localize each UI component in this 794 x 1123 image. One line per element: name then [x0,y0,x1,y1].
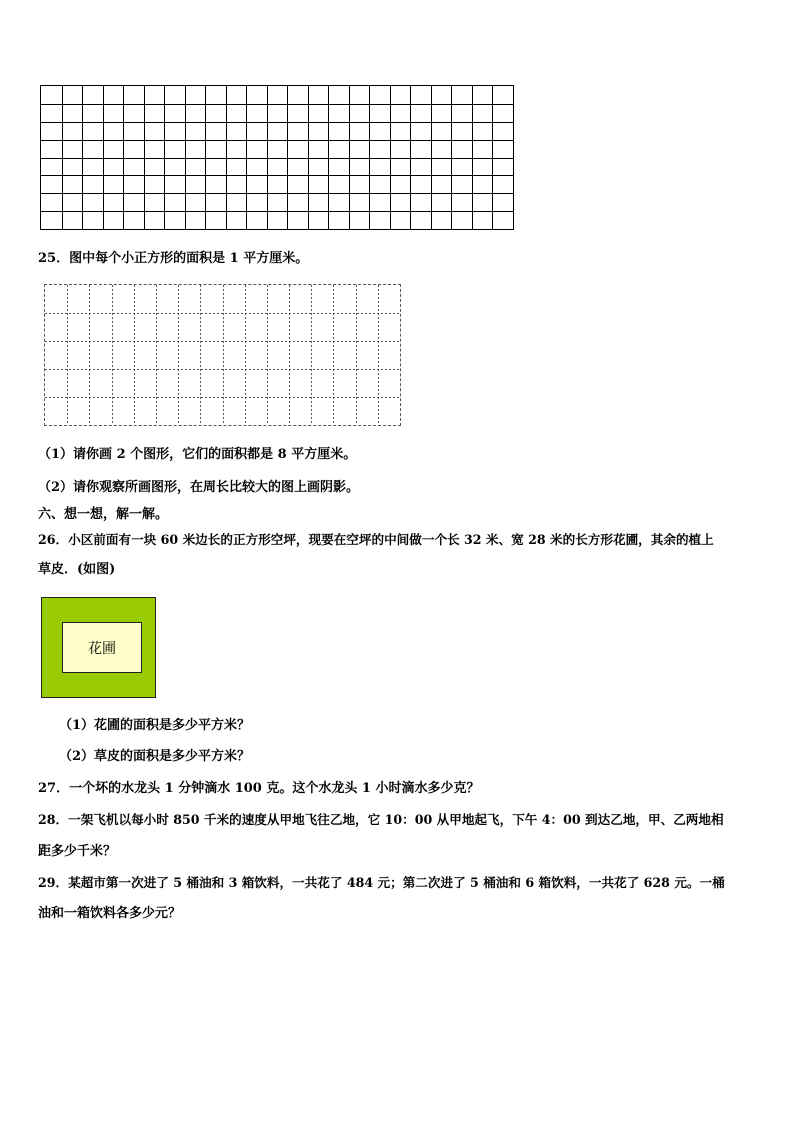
q28-line1: 28．一架飞机以每小时 850 千米的速度从甲地飞往乙地，它 10：00 从甲地起飞，下午 4：00 到达乙地，甲、乙两地相 [38,812,724,827]
q27-text: 27．一个坏的水龙头 1 分钟滴水 100 克。这个水龙头 1 小时滴水多少克？ [38,781,480,796]
q25-part2: （2）请你观察所画图形，在周长比较大的图上画阴影。 [38,480,360,495]
q29-line2: 油和一箱饮料各多少元？ [38,906,182,921]
q28-line2: 距多少千米？ [38,844,117,859]
section-6-title: 六、想一想，解一解。 [38,507,169,522]
q26-part2: （2）草皮的面积是多少平方米？ [59,749,251,764]
q26-part1: （1）花圃的面积是多少平方米？ [59,718,251,733]
q25-grid-lines [45,285,400,425]
q26-line2: 草皮．(如图) [38,562,116,577]
top-grid [40,85,514,230]
garden-rectangle [62,622,142,673]
q25-dotted-grid [44,284,401,426]
q25-part1: （1）请你画 2 个图形，它们的面积都是 8 平方厘米。 [38,447,357,462]
q29-line1: 29．某超市第一次进了 5 桶油和 3 箱饮料，一共花了 484 元；第二次进了 5 桶油和 6 箱饮料，一共花了 628 元。一桶 [38,875,725,890]
q26-line1: 26．小区前面有一块 60 米边长的正方形空坪，现要在空坪的中间做一个长 32 米、宽 28 米的长方形花圃，其余的植上 [38,532,714,547]
top-grid-lines [41,86,513,229]
lawn-square-figure [41,597,156,698]
garden-label: 花圃 [88,640,116,657]
q25-title: 25．图中每个小正方形的面积是 1 平方厘米。 [38,251,309,266]
